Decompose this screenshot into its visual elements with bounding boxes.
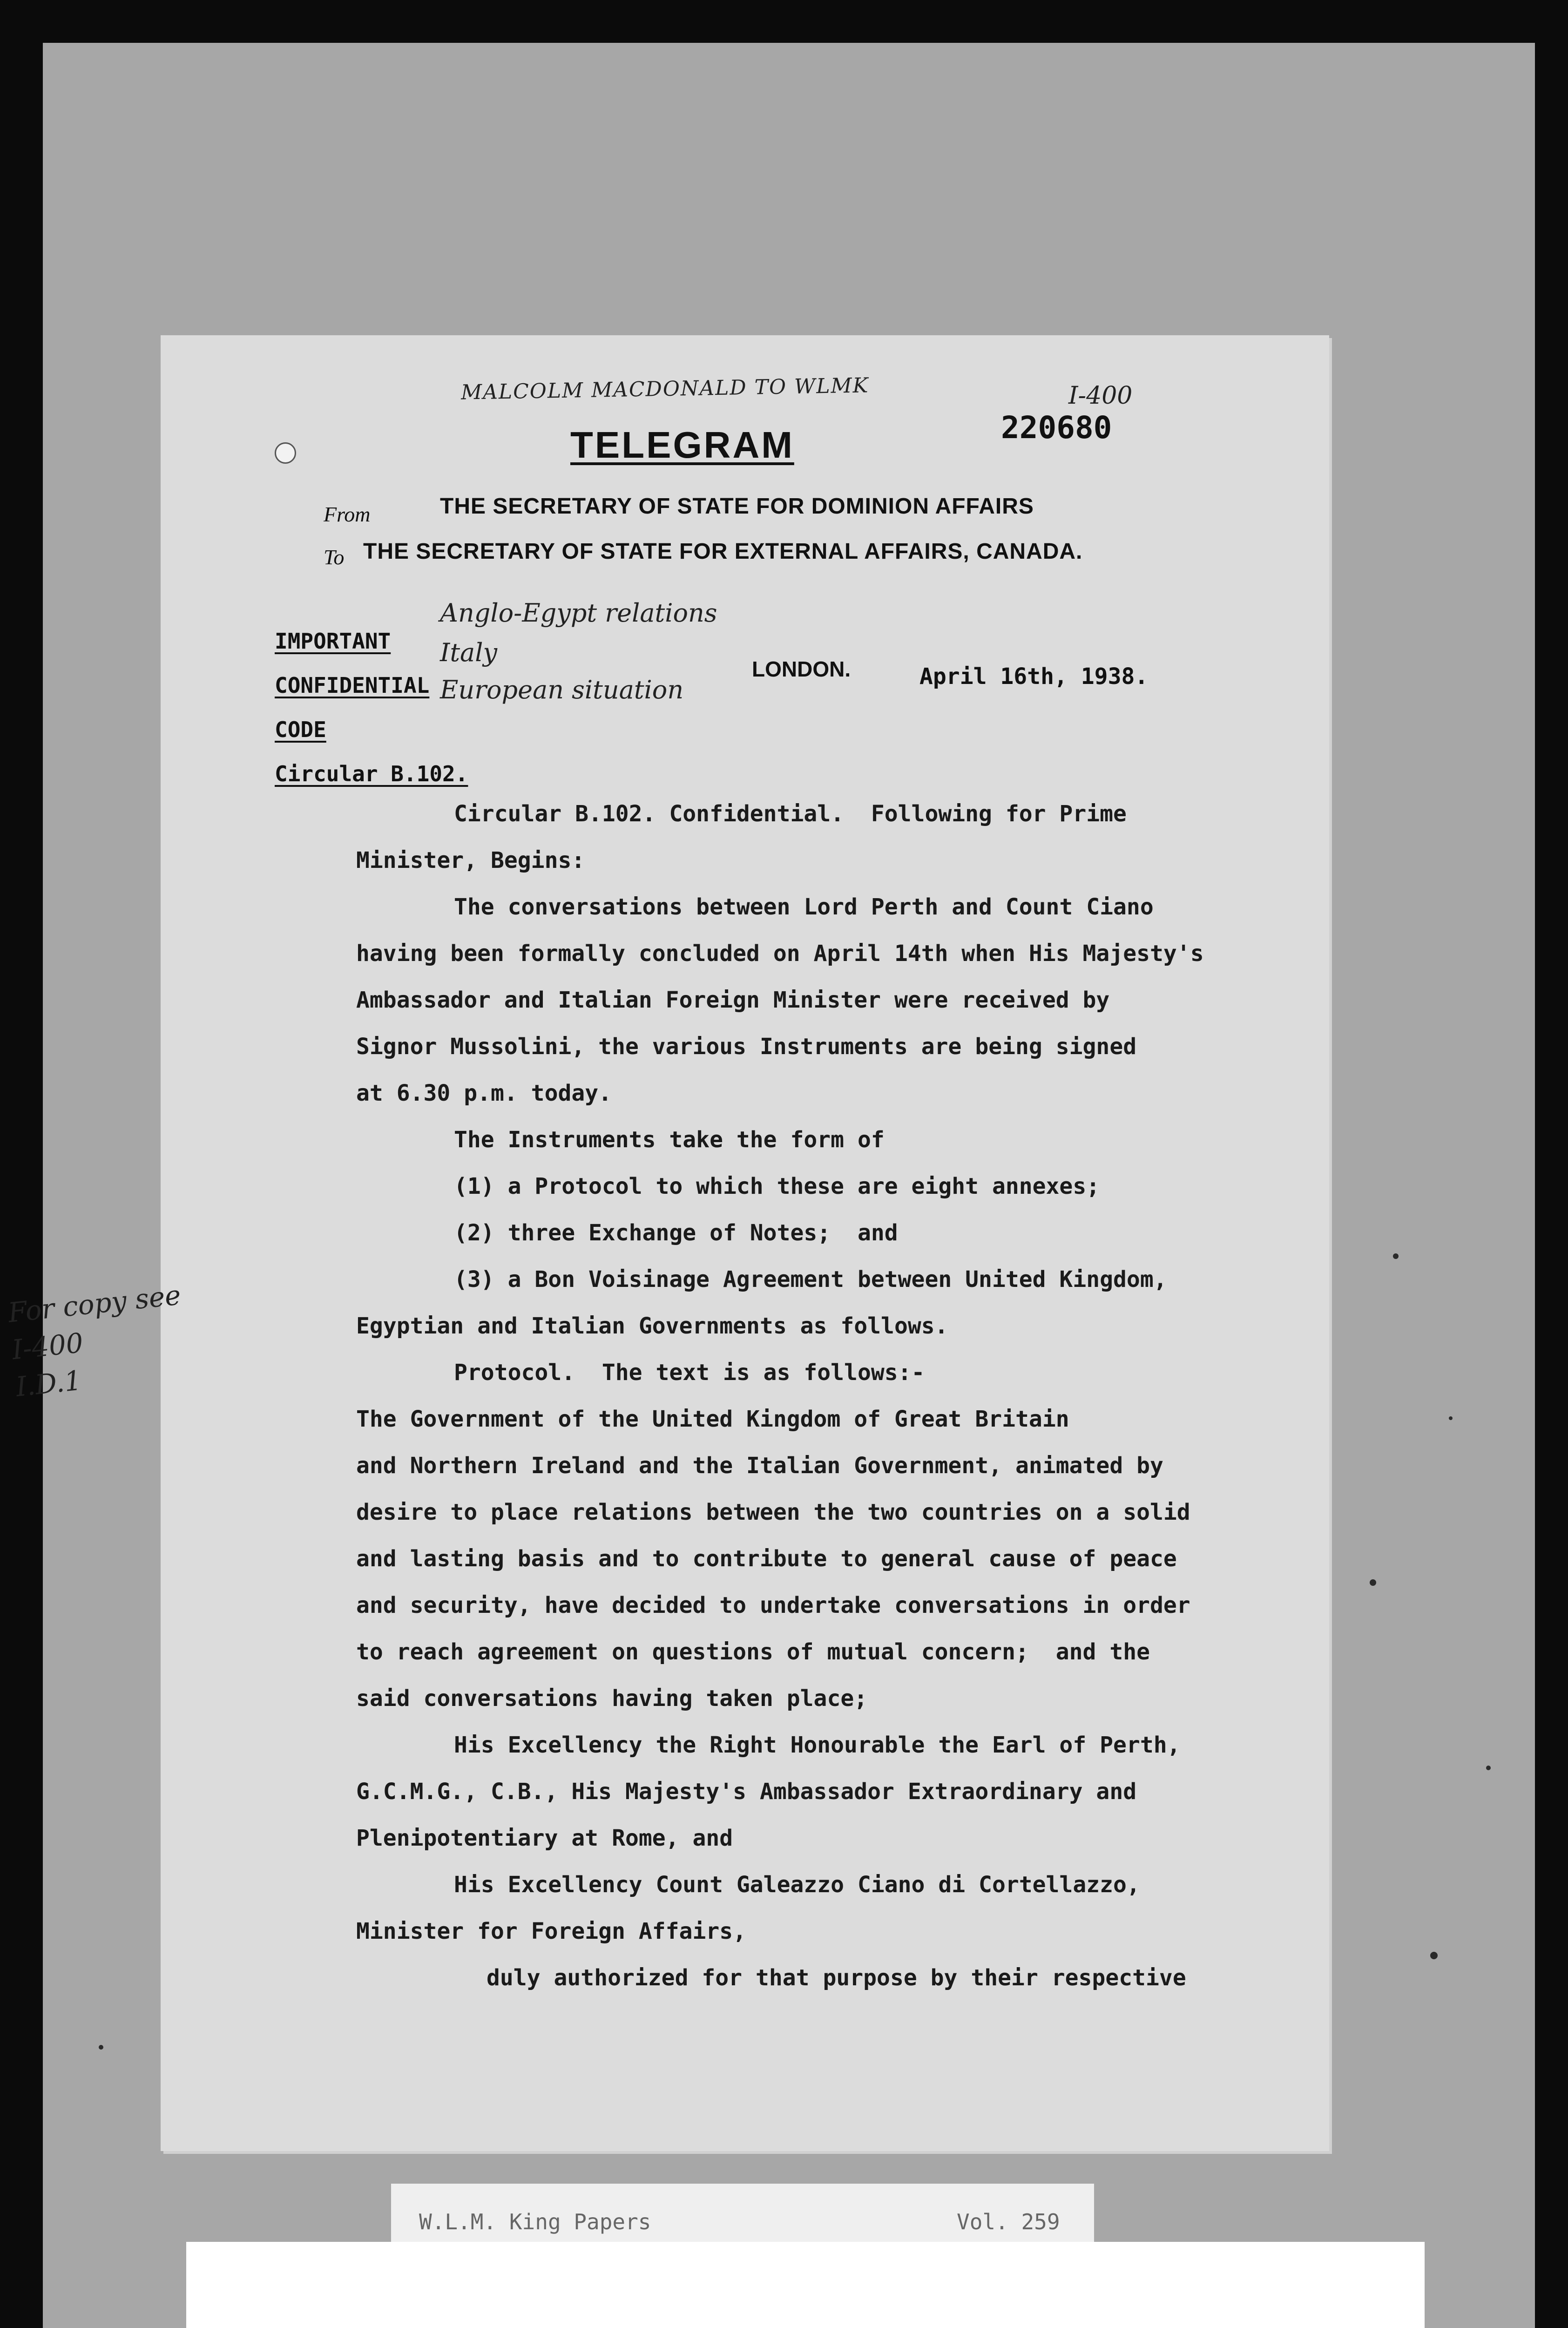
margin-note-line: I-400 bbox=[10, 1326, 85, 1366]
reference-number: 220680 bbox=[1001, 410, 1112, 446]
handwritten-topic: Anglo-Egypt relations bbox=[440, 598, 717, 628]
handwritten-margin-note bbox=[6, 1276, 190, 1406]
body-line: (1) a Protocol to which these are eight annexes; bbox=[454, 1173, 1100, 1199]
margin-note-line: For copy see bbox=[7, 1279, 182, 1329]
body-line: said conversations having taken place; bbox=[356, 1685, 868, 1712]
classification-confidential: CONFIDENTIAL bbox=[275, 673, 430, 698]
speck bbox=[1486, 1766, 1491, 1770]
to-label: To bbox=[324, 545, 345, 569]
body-line: Minister, Begins: bbox=[356, 847, 585, 873]
speck bbox=[1370, 1579, 1376, 1586]
speck bbox=[99, 2045, 103, 2050]
handwritten-topic: Italy bbox=[440, 638, 498, 667]
speck bbox=[1430, 1952, 1438, 1959]
body-line: and Northern Ireland and the Italian Government, animated by bbox=[356, 1453, 1163, 1479]
archive-card bbox=[186, 2242, 1425, 2328]
classification-important: IMPORTANT bbox=[275, 629, 391, 654]
to-text: THE SECRETARY OF STATE FOR EXTERNAL AFFAIRS, CANADA. bbox=[363, 539, 1083, 564]
body-line: (2) three Exchange of Notes; and bbox=[454, 1220, 898, 1246]
handwritten-topic: European situation bbox=[440, 675, 684, 704]
telegram-page bbox=[161, 335, 1329, 2151]
body-line: duly authorized for that purpose by their respective bbox=[487, 1965, 1186, 1991]
body-line: and lasting basis and to contribute to general cause of peace bbox=[356, 1546, 1177, 1572]
speck bbox=[1449, 1416, 1453, 1420]
punch-hole bbox=[275, 442, 296, 464]
from-text: THE SECRETARY OF STATE FOR DOMINION AFFAIRS bbox=[440, 494, 1034, 519]
handwritten-ref: I-400 bbox=[1068, 382, 1133, 410]
body-line: The Government of the United Kingdom of Great Britain bbox=[356, 1406, 1069, 1432]
body-line: The Instruments take the form of bbox=[454, 1127, 885, 1153]
origin-city: LONDON. bbox=[752, 657, 851, 681]
body-line: (3) a Bon Voisinage Agreement between United Kingdom, bbox=[454, 1266, 1167, 1293]
body-line: Signor Mussolini, the various Instruments are being signed bbox=[356, 1034, 1137, 1060]
body-line: desire to place relations between the two countries on a solid bbox=[356, 1499, 1190, 1525]
speck bbox=[1393, 1253, 1399, 1259]
classification-code: CODE bbox=[275, 717, 326, 742]
body-line: and security, have decided to undertake conversations in order bbox=[356, 1592, 1190, 1618]
body-line: His Excellency Count Galeazzo Ciano di Cortellazzo, bbox=[454, 1872, 1140, 1898]
circular-number: Circular B.102. bbox=[275, 761, 468, 786]
body-line: Ambassador and Italian Foreign Minister were received by bbox=[356, 987, 1110, 1013]
body-line: G.C.M.G., C.B., His Majesty's Ambassador Extraordinary and bbox=[356, 1779, 1137, 1805]
from-label: From bbox=[324, 502, 371, 526]
telegram-title: TELEGRAM bbox=[570, 424, 794, 466]
body-line: at 6.30 p.m. today. bbox=[356, 1080, 612, 1106]
telegram-date: April 16th, 1938. bbox=[919, 663, 1149, 690]
handwritten-header: MALCOLM MACDONALD TO WLMK bbox=[460, 373, 869, 405]
body-line: His Excellency the Right Honourable the Earl of Perth, bbox=[454, 1732, 1181, 1758]
body-line: Minister for Foreign Affairs, bbox=[356, 1918, 747, 1944]
volume-number: Vol. 259 bbox=[957, 2209, 1060, 2234]
collection-name: W.L.M. King Papers bbox=[419, 2209, 651, 2234]
body-line: having been formally concluded on April 14th when His Majesty's bbox=[356, 941, 1204, 967]
body-line: Egyptian and Italian Governments as follows. bbox=[356, 1313, 948, 1339]
body-line: to reach agreement on questions of mutual concern; and the bbox=[356, 1639, 1150, 1665]
body-line: Circular B.102. Confidential. Following for Prime bbox=[454, 801, 1127, 827]
body-line: The conversations between Lord Perth and Count Ciano bbox=[454, 894, 1154, 920]
body-line: Plenipotentiary at Rome, and bbox=[356, 1825, 733, 1851]
body-line: Protocol. The text is as follows:- bbox=[454, 1360, 925, 1386]
margin-note-line: I.D.1 bbox=[14, 1364, 83, 1403]
